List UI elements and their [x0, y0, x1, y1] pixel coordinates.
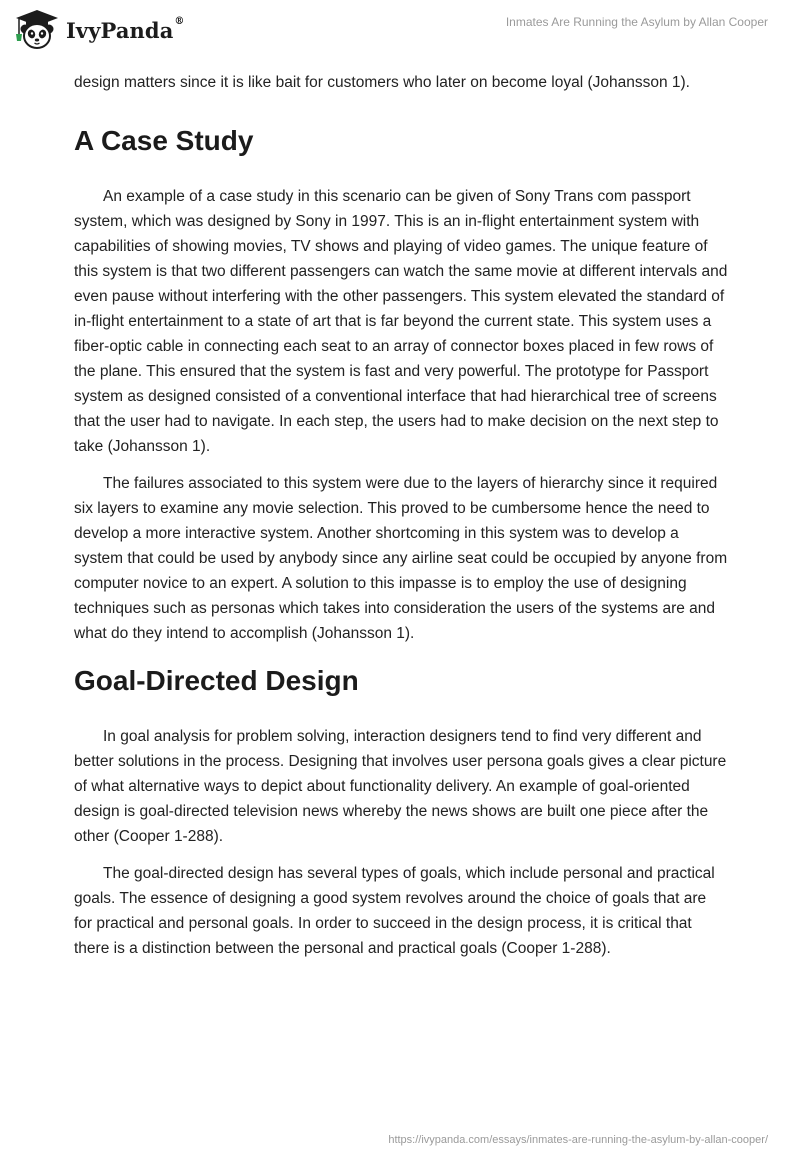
body-paragraph: In goal analysis for problem solving, interaction designers tend to find very different and better solutions in the process. Designing that involves user persona goals gives a clear picture of what alternative ways to depict about functionality delivery. An example of goal-oriented design is goal-directed television news whereby the news shows are built one piece after the other (Cooper 1-288).	[74, 728, 727, 845]
brand-name: IvyPanda®	[66, 15, 185, 43]
document-title: Inmates Are Running the Asylum by Allan Cooper	[505, 15, 768, 29]
body-paragraph: The failures associated to this system were due to the layers of hierarchy since it required six layers to examine any movie selection. This proved to be cumbersome hence the need to develop a more interactive system. Another shortcoming in this system was to develop a system that could be used by anybody since any airline seat could be occupied by anyone from computer novice to an expert. A solution to this impasse is to employ the use of designing techniques such as personas which takes into consideration the users of the systems are and what do they intend to accomplish (Johansson 1).	[74, 475, 728, 642]
section-heading-case-study: A Case Study	[74, 125, 254, 156]
essay-content	[74, 70, 728, 973]
body-paragraph: An example of a case study in this scenario can be given of Sony Trans com passport system, which was designed by Sony in 1997. This is an in-flight entertainment system with capabilities of showing movies, TV shows and playing of video games. The unique feature of this system is that two different passengers can watch the same movie at different intervals and even pause without interfering with the other passengers. This system elevated the standard of in-flight entertainment to a state of art that is far beyond the current state. This system uses a fiber-optic cable in connecting each seat to an array of connector boxes placed in few rows of the plane. This ensured that the system is fast and very powerful. The prototype for Passport system as designed consisted of a conventional interface that had hierarchical tree of screens that the user had to navigate. In each step, the users had to make decision on the next step to take (Johansson 1).	[74, 188, 728, 455]
body-paragraph: The goal-directed design has several types of goals, which include personal and practical goals. The essence of designing a good system revolves around the choice of goals that are for practical and personal goals. In order to succeed in the design process, it is critical that there is a distinction between the personal and practical goals (Cooper 1-288).	[74, 865, 715, 957]
registered-mark: ®	[174, 15, 185, 27]
lead-paragraph: design matters since it is like bait for customers who later on become loyal (Johansson 1).	[74, 74, 690, 91]
page-header	[0, 0, 800, 60]
ivypanda-logo[interactable]	[14, 8, 185, 50]
source-url[interactable]: https://ivypanda.com/essays/inmates-are-running-the-asylum-by-allan-cooper/	[388, 1134, 768, 1146]
panda-graduation-cap-icon	[14, 8, 60, 50]
section-heading-goal-directed-design: Goal-Directed Design	[74, 665, 359, 696]
